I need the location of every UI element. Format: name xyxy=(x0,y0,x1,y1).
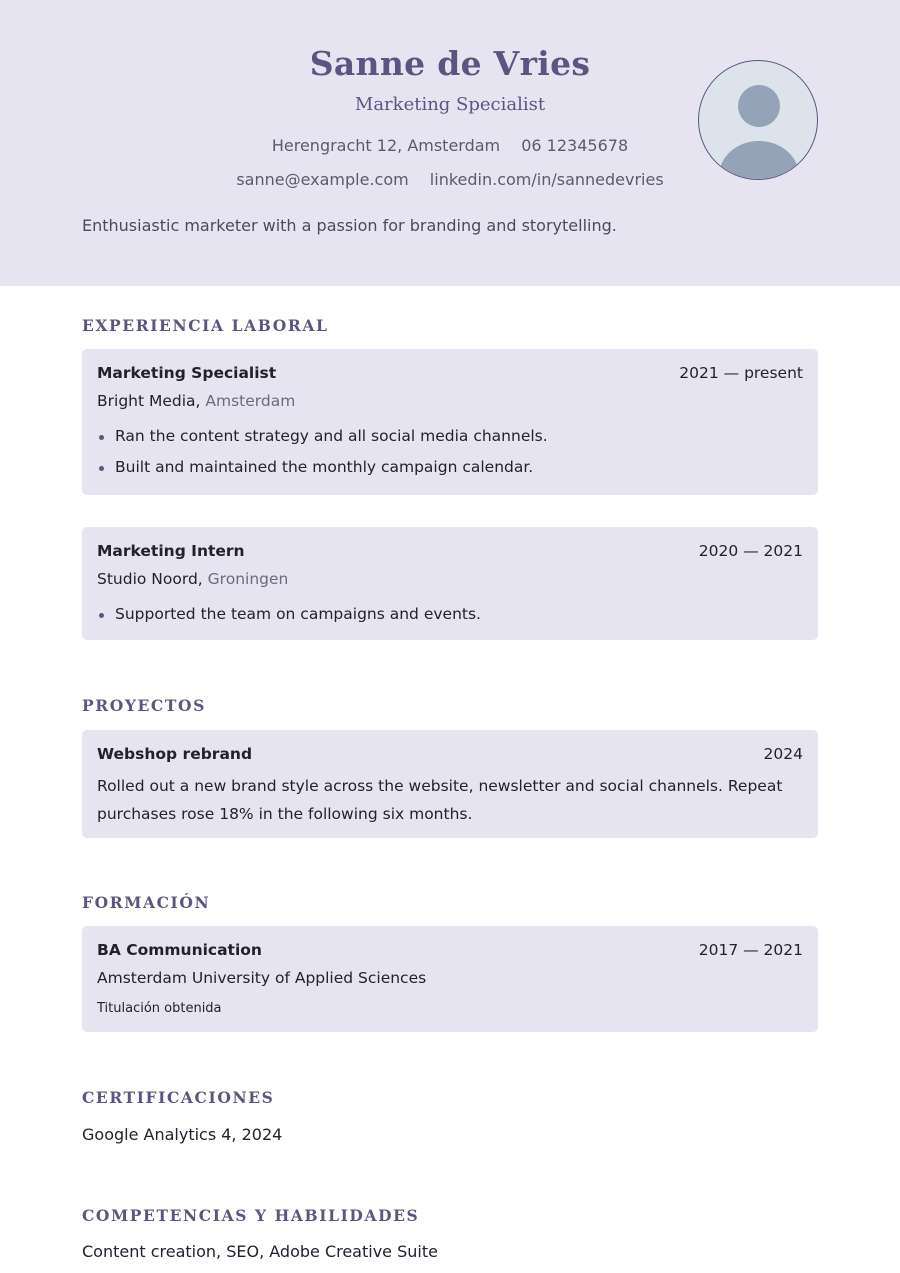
job-title: Marketing Intern xyxy=(97,542,245,560)
certifications-text: Google Analytics 4, 2024 xyxy=(82,1125,283,1144)
header xyxy=(0,0,900,286)
list-item: Supported the team on campaigns and events. xyxy=(97,605,481,636)
job-company xyxy=(97,570,288,588)
skills-text: Content creation, SEO, Adobe Creative Suite xyxy=(82,1242,438,1261)
job-company xyxy=(97,392,295,410)
job-bullets xyxy=(97,605,481,636)
job-title: Marketing Specialist xyxy=(97,364,277,382)
summary: Enthusiastic marketer with a passion for branding and storytelling. xyxy=(82,216,617,235)
section-title-experience: EXPERIENCIA LABORAL xyxy=(82,316,329,335)
project-title: Webshop rebrand xyxy=(97,745,253,763)
email-link[interactable]: sanne@example.com xyxy=(236,170,409,189)
degree-note: Titulación obtenida xyxy=(97,1001,222,1016)
job-title: Marketing Specialist xyxy=(354,94,546,115)
list-item: Ran the content strategy and all social media channels. xyxy=(97,427,548,458)
section-title-certifications: CERTIFICACIONES xyxy=(82,1088,275,1107)
job-bullets xyxy=(97,427,548,489)
avatar-body xyxy=(719,141,799,180)
job-dates: 2021 — present xyxy=(679,364,803,382)
project-card xyxy=(82,730,818,838)
phone: 06 12345678 xyxy=(521,136,629,155)
person-name: Sanne de Vries xyxy=(309,44,591,83)
list-item: Built and maintained the monthly campaign calendar. xyxy=(97,458,548,489)
user-avatar-icon xyxy=(698,60,818,180)
company-name: Bright Media, xyxy=(97,392,201,410)
degree-title: BA Communication xyxy=(97,941,262,959)
linkedin-link[interactable]: linkedin.com/in/sannedevries xyxy=(429,170,664,189)
project-description: Rolled out a new brand style across the website, newsletter and social channels. Repeat purchases rose 18% in the following six months. xyxy=(97,777,783,823)
company-name: Studio Noord, xyxy=(97,570,203,588)
education-dates: 2017 — 2021 xyxy=(698,941,803,959)
experience-card xyxy=(82,527,818,640)
experience-card xyxy=(82,349,818,495)
section-title-skills: COMPETENCIAS Y HABILIDADES xyxy=(82,1206,420,1225)
school-name: Amsterdam University of Applied Sciences xyxy=(97,969,427,987)
education-card xyxy=(82,926,818,1032)
avatar-head xyxy=(738,85,780,127)
company-location: Amsterdam xyxy=(205,392,296,410)
project-year: 2024 xyxy=(763,745,803,763)
section-title-education: FORMACIÓN xyxy=(82,893,211,912)
company-location: Groningen xyxy=(207,570,289,588)
section-title-projects: PROYECTOS xyxy=(82,696,206,715)
job-dates: 2020 — 2021 xyxy=(698,542,803,560)
address: Herengracht 12, Amsterdam xyxy=(271,136,501,155)
